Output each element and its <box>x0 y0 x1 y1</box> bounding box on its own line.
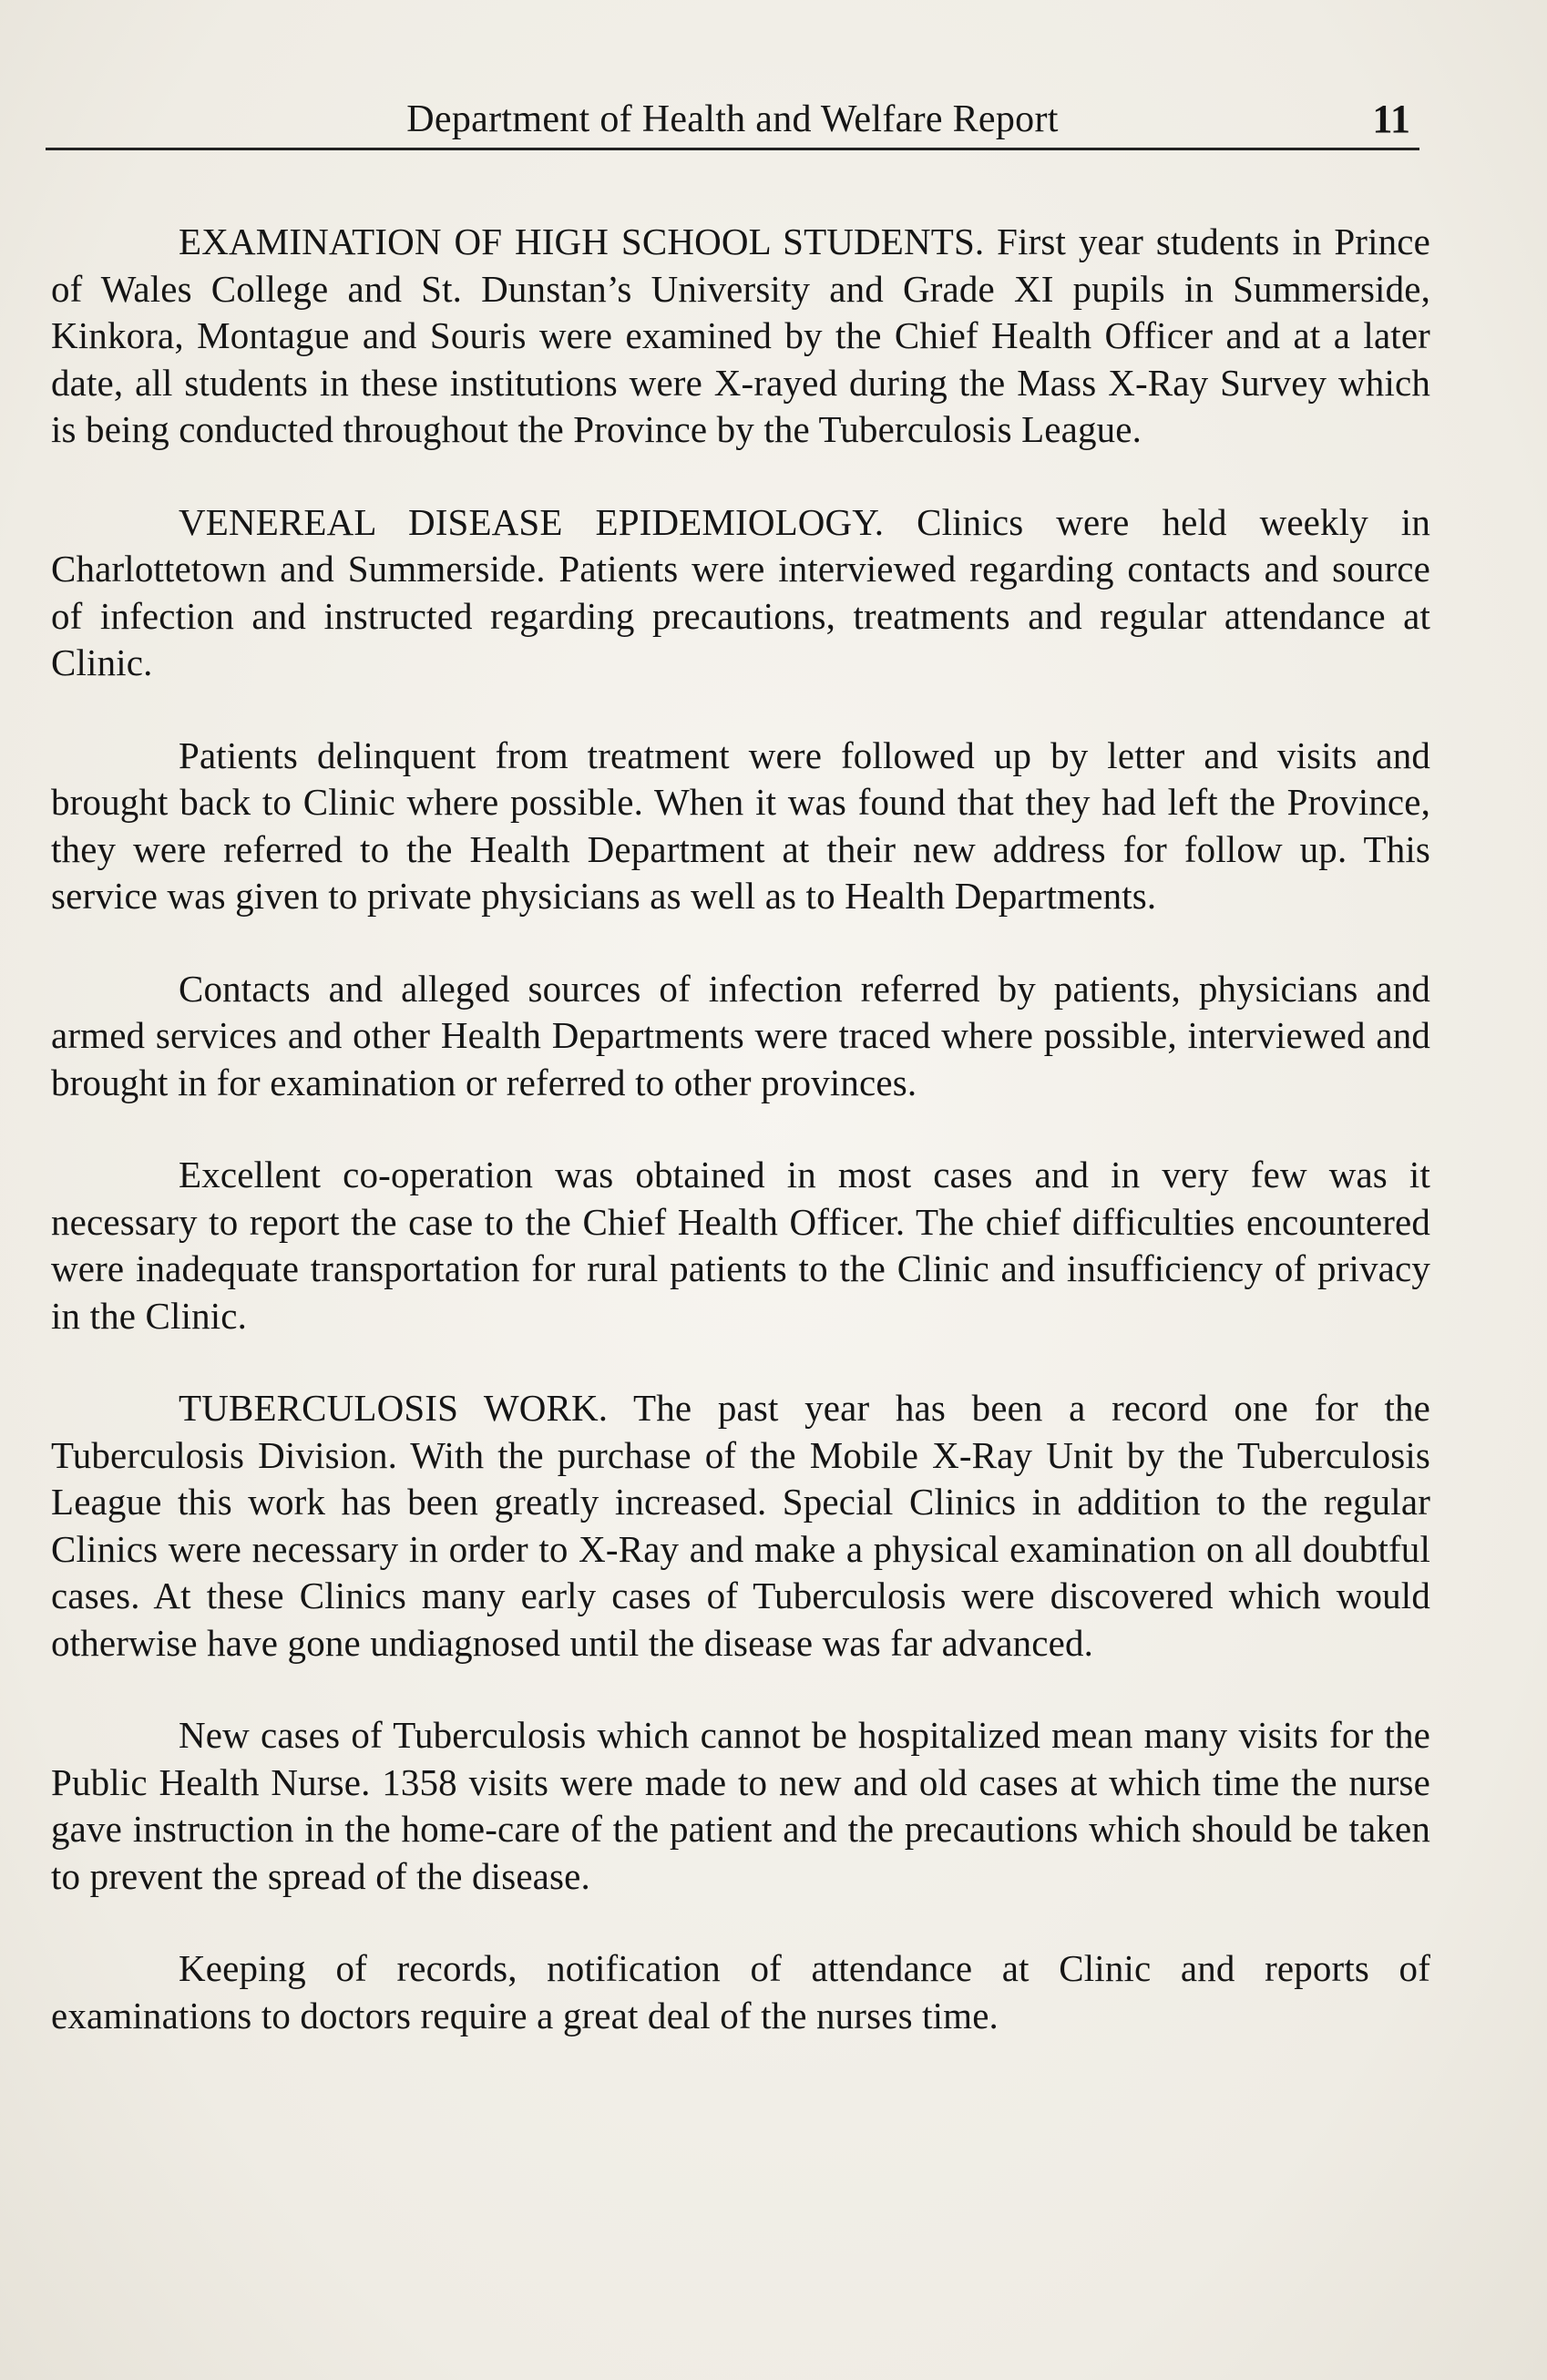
paragraph-contacts-traced: Contacts and alleged sources of infection referred by patients, physicians and armed services and other Health Departments were traced where possible, interviewed and brought in for examination or referred to other provinces. <box>51 967 1430 1103</box>
running-header-title: Department of Health and Welfare Report <box>406 98 1059 140</box>
paragraph-tuberculosis-work: TUBERCULOSIS WORK. The past year has been a record one for the Tuberculosis Division. With the purchase of the Mobile X-Ray Unit by the Tuberculosis League this work has been greatly increased. Special Clinics in addition to the regular Clinics were necessary in order to X-Ray and make a physical examination on all doubtful cases. At these Clinics many early cases of Tuberculosis were discovered which would otherwise have gone undiagnosed until the disease was far advanced. <box>51 1387 1430 1664</box>
body-text <box>51 219 1430 2039</box>
paragraph-co-operation: Excellent co-operation was obtained in most cases and in very few was it necessary to report the case to the Chief Health Officer. The chief difficulties encountered were inadequate transportation for rural patients to the Clinic and insufficiency of privacy in the Clinic. <box>51 1154 1430 1337</box>
paragraph-new-tuberculosis-cases: New cases of Tuberculosis which cannot be hospitalized mean many visits for the Public Health Nurse. 1358 visits were made to new and old cases at which time the nurse gave instruction in the home-care of the patient and the precautions which should be taken to prevent the spread of the disease. <box>51 1714 1430 1897</box>
running-header <box>46 91 1419 150</box>
paragraph-delinquent-patients: Patients delinquent from treatment were followed up by letter and visits and brought back to Clinic where possible. When it was found that they had left the Province, they were referred to the Health Department at their new address for follow up. This service was given to private physicians as well as to Health Departments. <box>51 733 1430 917</box>
paragraph-high-school-examination: EXAMINATION OF HIGH SCHOOL STUDENTS. First year students in Prince of Wales College and St. Dunstan’s University and Grade XI pupils in Summerside, Kinkora, Montague and Souris were examined by the Chief Health Officer and at a later date, all students in these institutions were X-rayed during the Mass X-Ray Survey which is being conducted throughout the Province by the Tuberculosis League. <box>51 221 1430 450</box>
paragraph-records-keeping: Keeping of records, notification of attendance at Clinic and reports of examinations to doctors require a great deal of the nurses time. <box>51 1947 1430 2036</box>
paragraph-venereal-disease-epidemiology: VENEREAL DISEASE EPIDEMIOLOGY. Clinics were held weekly in Charlottetown and Summerside. Patients were interviewed regarding contacts and source of infection and instructed regarding precautions, treatments and regular attendance at Clinic. <box>51 500 1430 683</box>
page-number: 11 <box>1372 97 1410 141</box>
